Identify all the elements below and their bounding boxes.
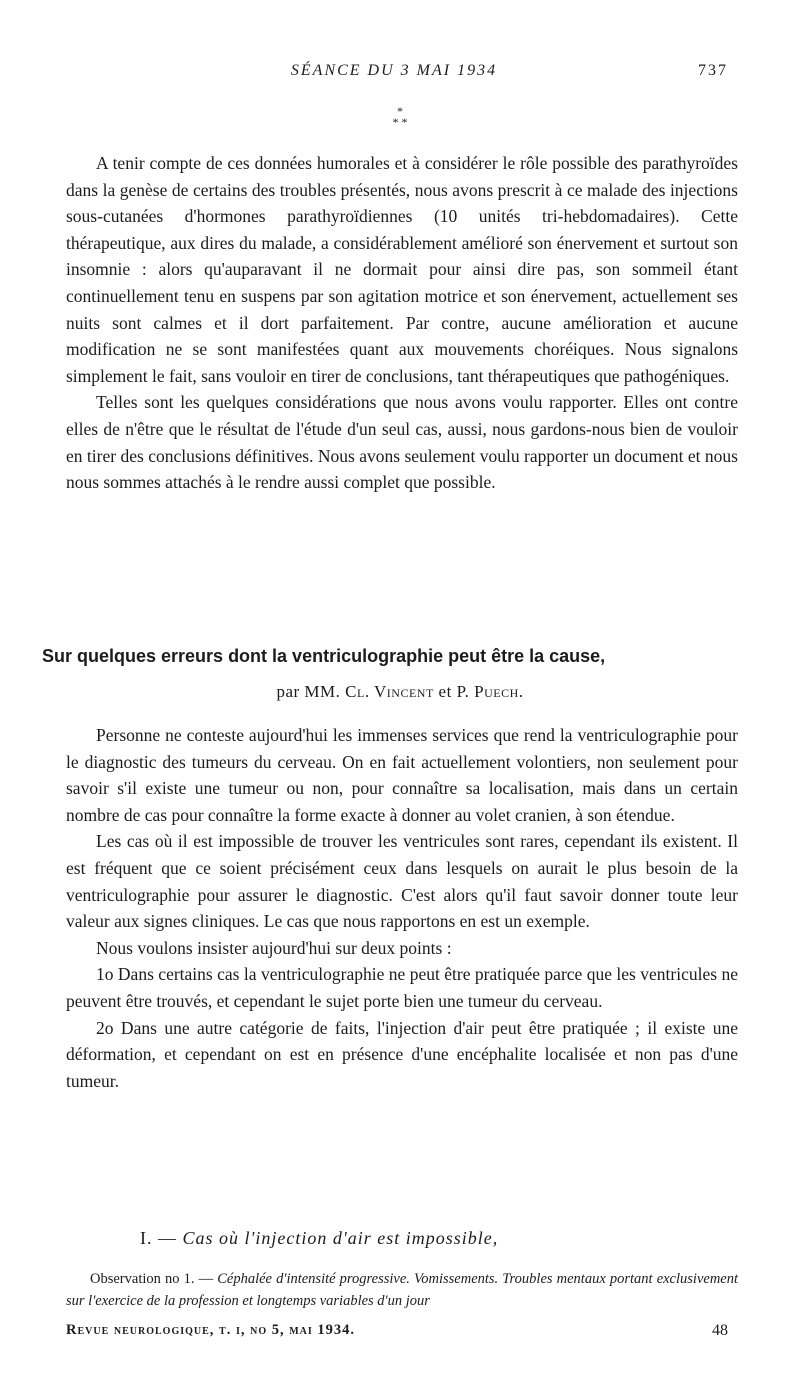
section-number: I. — bbox=[140, 1228, 177, 1248]
paragraph: 1o Dans certains cas la ventriculographie ne peut être pratiquée parce que les ventricules ne peuvent être trouvés, et cependant le sujet porte bien une tumeur du cerveau. bbox=[66, 964, 738, 1011]
section-title: Cas où l'injection d'air est impossible, bbox=[182, 1228, 499, 1248]
asterism-separator bbox=[0, 106, 800, 128]
paragraph: A tenir compte de ces données humorales et à considérer le rôle possible des parathyroïdes dans la genèse de certains des troubles présentés, nous avons prescrit à ce malade des injections sous-cutanées d'hormones parathyroïdiennes (10 unités tri-hebdomadaires). Cette thérapeutique, aux dires du malade, a considérablement amélioré son énervement et surtout son insomnie : alors qu'auparavant il ne dormait pour ainsi dire pas, son sommeil étant continuellement tenu en suspens par son agitation motrice et son énervement, actuellement ses nuits sont calmes et il dort parfaitement. Par contre, aucune amélioration et aucune modification ne se sont manifestées quant aux mouvements choréiques. Nous signalons simplement le fait, sans vouloir en tirer de conclusions, tant thérapeutiques que pathogéniques. bbox=[66, 153, 738, 386]
author-name: P. Puech. bbox=[456, 682, 524, 701]
paragraph: Les cas où il est impossible de trouver les ventricules sont rares, cependant ils existent. Il est fréquent que ce soient précisément ceux dans lesquels on aurait le plus besoin de la ventriculographie pour assurer le diagnostic. C'est alors qu'il faut savoir donner toute leur valeur aux signes cliniques. Le cas que nous rapportons en est un exemple. bbox=[66, 831, 738, 932]
running-header bbox=[60, 62, 728, 86]
page-number: 737 bbox=[698, 62, 728, 79]
byline-joiner: et bbox=[438, 682, 452, 701]
paragraph: Nous voulons insister aujourd'hui sur deux points : bbox=[96, 937, 452, 958]
asterism-top: * bbox=[397, 104, 403, 118]
section-heading bbox=[140, 1228, 700, 1249]
asterism-bottom: * * bbox=[392, 115, 408, 129]
journal-reference: Revue neurologique, t. i, no 5, mai 1934. bbox=[66, 1322, 356, 1338]
article-title: Sur quelques erreurs dont la ventriculographie peut être la cause, bbox=[42, 646, 606, 666]
observation-lead: Observation no 1. — bbox=[90, 1271, 214, 1287]
sheet-number: 48 bbox=[712, 1322, 728, 1339]
page-footer bbox=[66, 1322, 728, 1346]
observation-summary: Céphalée d'intensité progressive. Vomissements. Troubles mentaux portant exclusivement sur l'exercice de la profession et longtemps variables d'un jour bbox=[66, 1271, 739, 1309]
byline bbox=[0, 682, 800, 702]
article-body bbox=[66, 722, 738, 1094]
running-title: SÉANCE DU 3 MAI 1934 bbox=[290, 62, 498, 79]
paragraph: Telles sont les quelques considérations que nous avons voulu rapporter. Elles ont contre elles de n'être que le résultat de l'étude d'un seul cas, aussi, nous gardons-nous bien de vouloir en tirer des conclusions définitives. Nous avons seulement voulu rapporter un document et nous nous sommes attachés à le rendre aussi complet que possible. bbox=[66, 392, 738, 493]
paragraph: Personne ne conteste aujourd'hui les immenses services que rend la ventriculographie pour le diagnostic des tumeurs du cerveau. On en fait actuellement volontiers, non seulement pour savoir s'il existe une tumeur ou non, pour connaître sa localisation, mais dans un certain nombre de cas pour connaître la forme exacte à donner au volet cranien, à son étendue. bbox=[66, 725, 738, 825]
author-name: Cl. Vincent bbox=[345, 682, 434, 701]
paragraph: 2o Dans une autre catégorie de faits, l'injection d'air peut être pratiquée ; il existe une déformation, et cependant on est en présence d'une encéphalite localisée et non pas d'une tumeur. bbox=[66, 1017, 738, 1091]
observation-heading bbox=[66, 1268, 738, 1312]
previous-article-conclusion bbox=[66, 150, 738, 496]
byline-prefix: par MM. bbox=[276, 682, 341, 701]
